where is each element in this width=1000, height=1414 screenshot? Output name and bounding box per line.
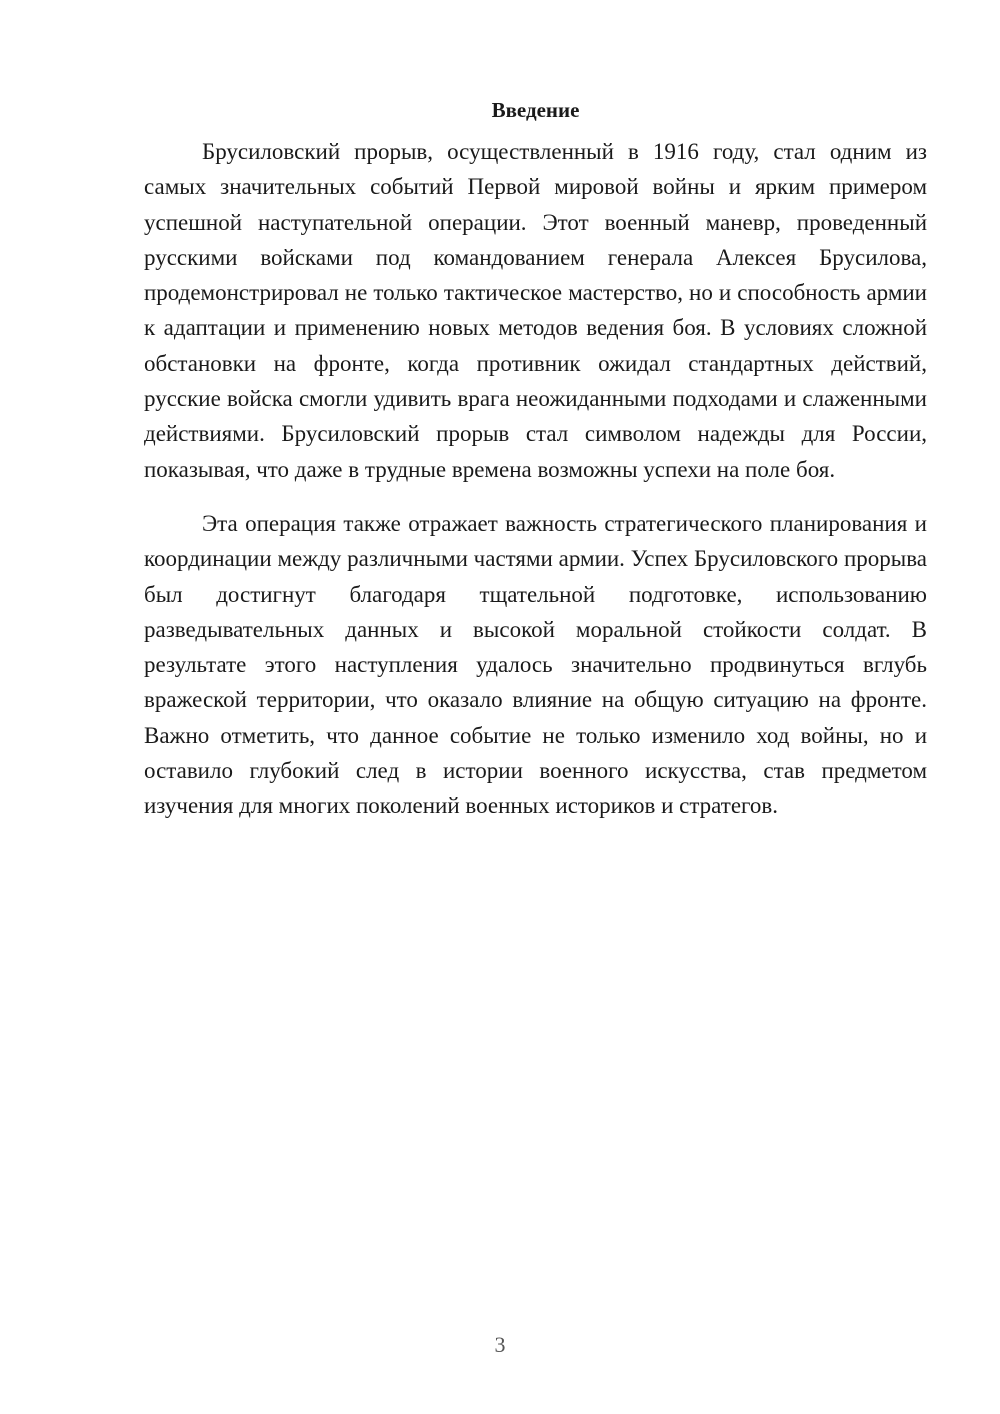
paragraph-1: Брусиловский прорыв, осуществленный в 1916 году, стал одним из самых значительных событий Первой мировой войны и ярким примером успешной наступательной операции. Этот военный маневр, проведенный русскими войсками под командованием генерала Алексея Брусилова, продемонстрировал не только тактическое мастерство, но и способность армии к адаптации и применению новых методов ведения боя. В условиях сложной обстановки на фронте, когда противник ожидал стандартных действий, русские войска смогли удивить врага неожиданными подходами и слаженными действиями. Брусиловский прорыв стал символом надежды для России, показывая, что даже в трудные времена возможны успехи на поле боя. xyxy=(144,139,927,482)
section-heading: Введение xyxy=(491,98,580,122)
paragraph-2: Эта операция также отражает важность стратегического планирования и координации между различными частями армии. Успех Брусиловского прорыва был достигнут благодаря тщательной подготовке, использованию разведывательных данных и высокой моральной стойкости солдат. В результате этого наступления удалось значительно продвинуться вглубь вражеской территории, что оказало влияние на общую ситуацию на фронте. Важно отметить, что данное событие не только изменило ход войны, но и оставило глубокий след в истории военного искусства, став предметом изучения для многих поколений военных историков и стратегов. xyxy=(144,510,927,819)
page-number: 3 xyxy=(494,1332,506,1357)
page-content xyxy=(144,92,927,824)
